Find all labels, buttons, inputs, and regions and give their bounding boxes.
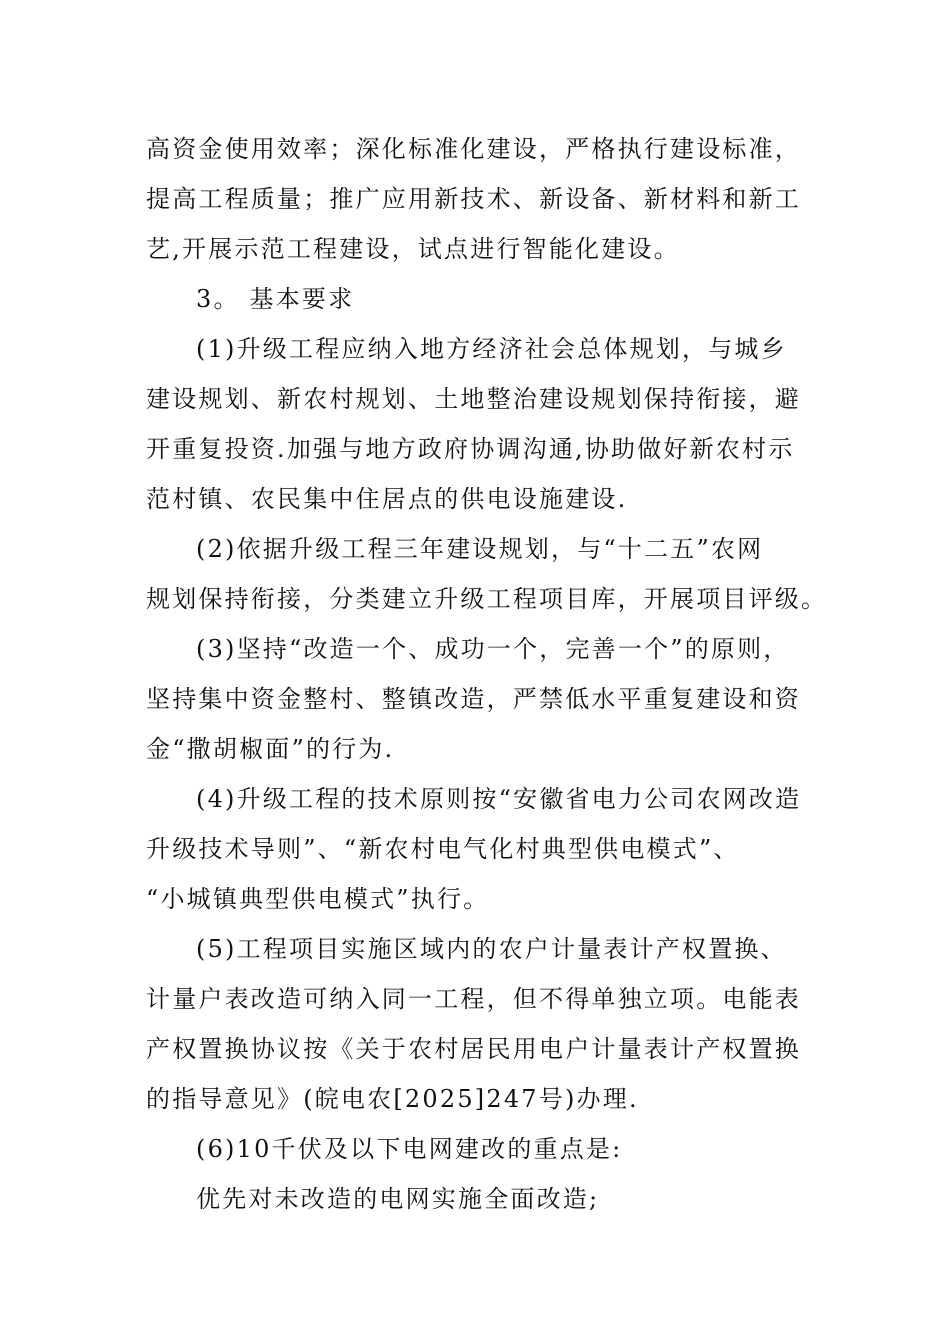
text-line: 金“撒胡椒面”的行为. xyxy=(146,735,395,763)
text-line: 范村镇、农民集中住居点的供电设施建设. xyxy=(146,485,628,513)
text-line: 坚持集中资金整村、整镇改造，严禁低水平重复建设和资 xyxy=(146,685,801,713)
section-heading: 3。 基本要求 xyxy=(196,285,355,313)
text-line: 提高工程质量；推广应用新技术、新设备、新材料和新工 xyxy=(146,185,801,213)
text-line: 艺,开展示范工程建设，试点进行智能化建设。 xyxy=(146,235,680,263)
text-line: (5)工程项目实施区域内的农户计量表计产权置换、 xyxy=(196,935,787,963)
text-line: 开重复投资.加强与地方政府协调沟通,协助做好新农村示 xyxy=(146,435,795,463)
text-line: (3)坚持“改造一个、成功一个，完善一个”的原则， xyxy=(196,635,790,663)
text-line: 优先对未改造的电网实施全面改造; xyxy=(196,1185,600,1213)
text-line: 的指导意见》(皖电农[2025]247号)办理. xyxy=(146,1085,639,1113)
text-line: 高资金使用效率；深化标准化建设，严格执行建设标准， xyxy=(146,135,801,163)
text-line: (2)依据升级工程三年建设规划，与“十二五”农网 xyxy=(196,535,764,563)
text-line: (1)升级工程应纳入地方经济社会总体规划，与城乡 xyxy=(196,335,787,363)
text-line: 建设规划、新农村规划、土地整治建设规划保持衔接，避 xyxy=(146,385,801,413)
text-line: “小城镇典型供电模式”执行。 xyxy=(146,885,490,913)
text-line: 产权置换协议按《关于农村居民用电户计量表计产权置换 xyxy=(146,1035,801,1063)
text-line: 规划保持衔接，分类建立升级工程项目库，开展项目评级。 xyxy=(146,585,828,613)
text-line: (4)升级工程的技术原则按“安徽省电力公司农网改造 xyxy=(196,785,802,813)
text-line: (6)10千伏及以下电网建改的重点是: xyxy=(196,1135,623,1163)
text-line: 升级技术导则”、“新农村电气化村典型供电模式”、 xyxy=(146,835,740,863)
text-line: 计量户表改造可纳入同一工程，但不得单独立项。电能表 xyxy=(146,985,801,1013)
